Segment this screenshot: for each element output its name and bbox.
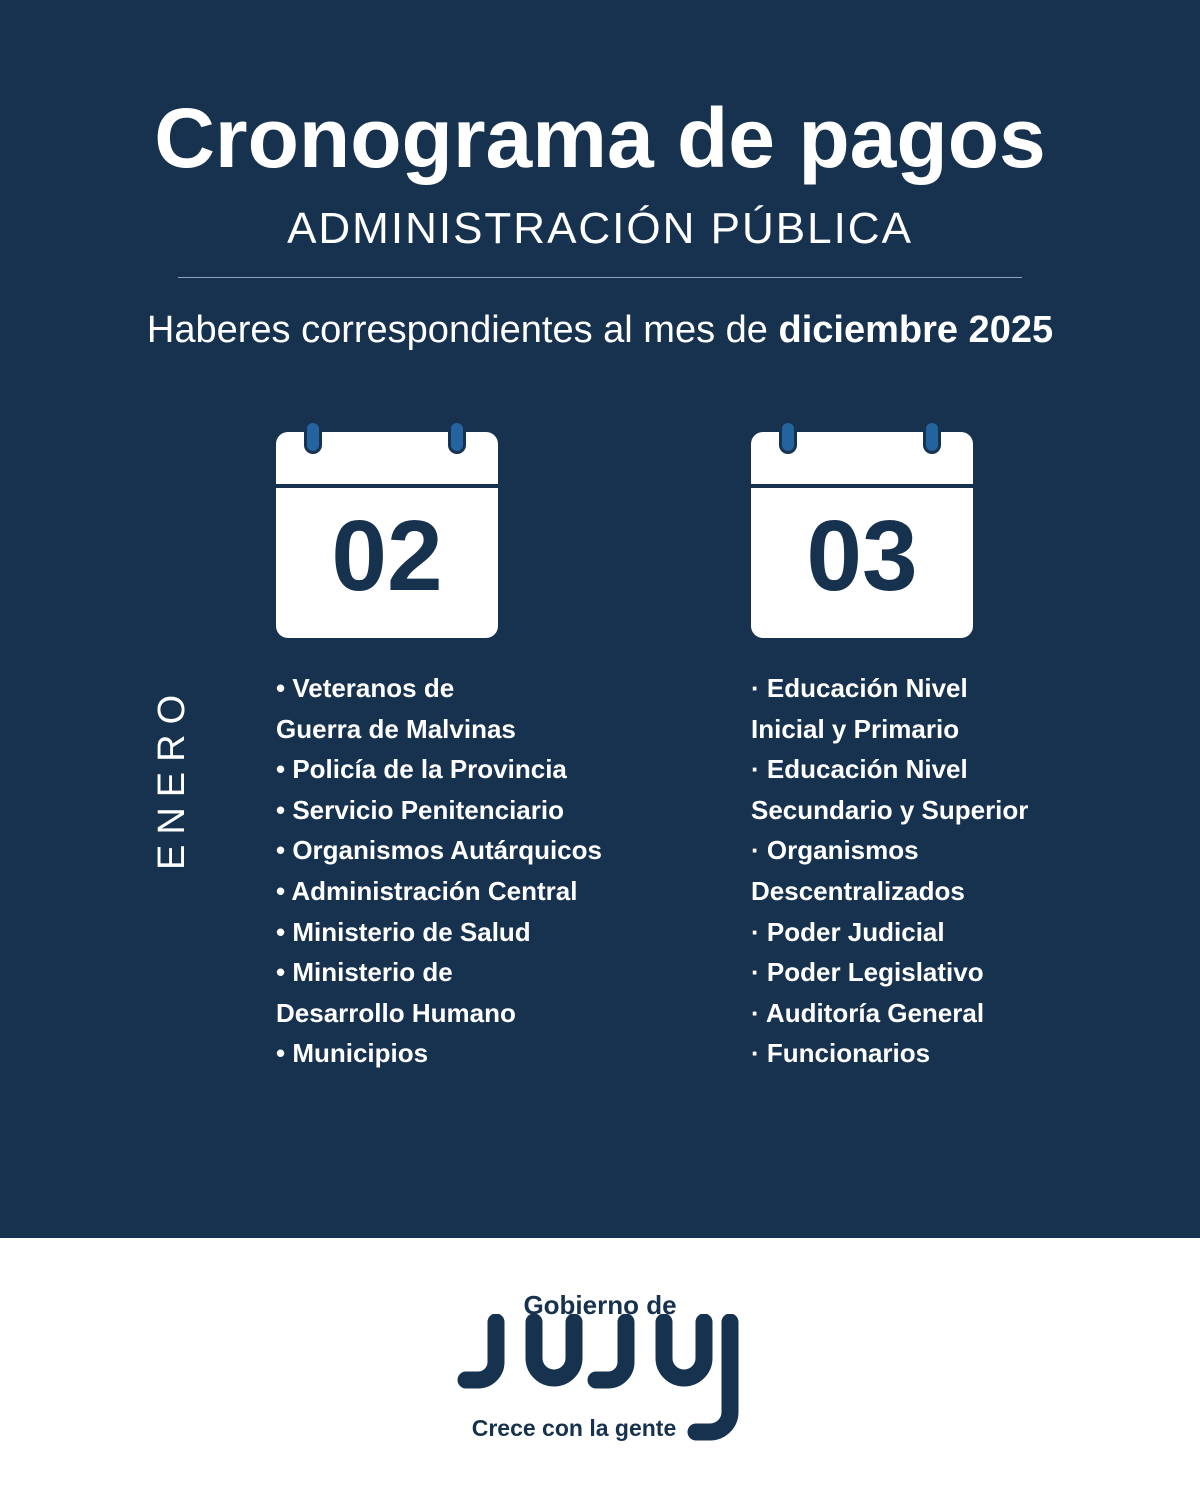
list-item: Inicial y Primario <box>751 713 960 744</box>
list-item: Desarrollo Humano <box>276 997 516 1028</box>
list-item: Descentralizados <box>751 875 965 906</box>
list-item: · Educación Nivel <box>751 673 968 703</box>
list-item: • Ministerio de <box>276 957 453 988</box>
list-item: • Servicio Penitenciario <box>276 794 564 825</box>
list-item: Guerra de Malvinas <box>276 713 516 744</box>
list-item: • Administración Central <box>276 875 578 906</box>
period-highlight: diciembre 2025 <box>778 309 1054 351</box>
list-item: • Municipios <box>276 1038 429 1069</box>
list-item: · Educación Nivel <box>751 754 968 785</box>
list-item: Secundario y Superior <box>751 794 1029 825</box>
calendar-ring <box>448 420 466 454</box>
calendar-icon <box>751 432 973 638</box>
footer <box>0 1238 1200 1500</box>
schedule-list-day-02 <box>276 668 602 1074</box>
month-label: ENERO <box>151 684 193 870</box>
divider <box>178 277 1022 278</box>
list-item: • Organismos Autárquicos <box>276 835 602 866</box>
list-item: • Policía de la Provincia <box>276 754 567 785</box>
logo-top-text: Gobierno de <box>523 1290 677 1320</box>
calendar-ring <box>923 420 941 454</box>
page-title: Cronograma de pagos <box>154 91 1046 185</box>
list-item: · Organismos <box>751 835 919 866</box>
calendar-header-line <box>751 484 973 488</box>
calendar-icon <box>276 432 498 638</box>
list-item: • Veteranos de <box>276 673 455 703</box>
logo-tagline: Crece con la gente <box>471 1415 677 1441</box>
calendar-ring <box>779 420 797 454</box>
period-text <box>0 306 1200 354</box>
calendar-day: 02 <box>331 500 443 612</box>
list-item: · Auditoría General <box>751 997 985 1028</box>
calendar-ring <box>304 420 322 454</box>
calendar-day: 03 <box>806 500 918 612</box>
list-item: · Poder Legislativo <box>751 957 984 988</box>
calendar-header-line <box>276 484 498 488</box>
list-item: · Poder Judicial <box>751 916 945 947</box>
list-item: · Funcionarios <box>751 1038 931 1069</box>
period-prefix: Haberes correspondientes al mes de <box>146 309 779 351</box>
list-item: • Ministerio de Salud <box>276 916 531 947</box>
schedule-list-day-03 <box>751 668 1028 1074</box>
page-subtitle: ADMINISTRACIÓN PÚBLICA <box>287 204 913 253</box>
